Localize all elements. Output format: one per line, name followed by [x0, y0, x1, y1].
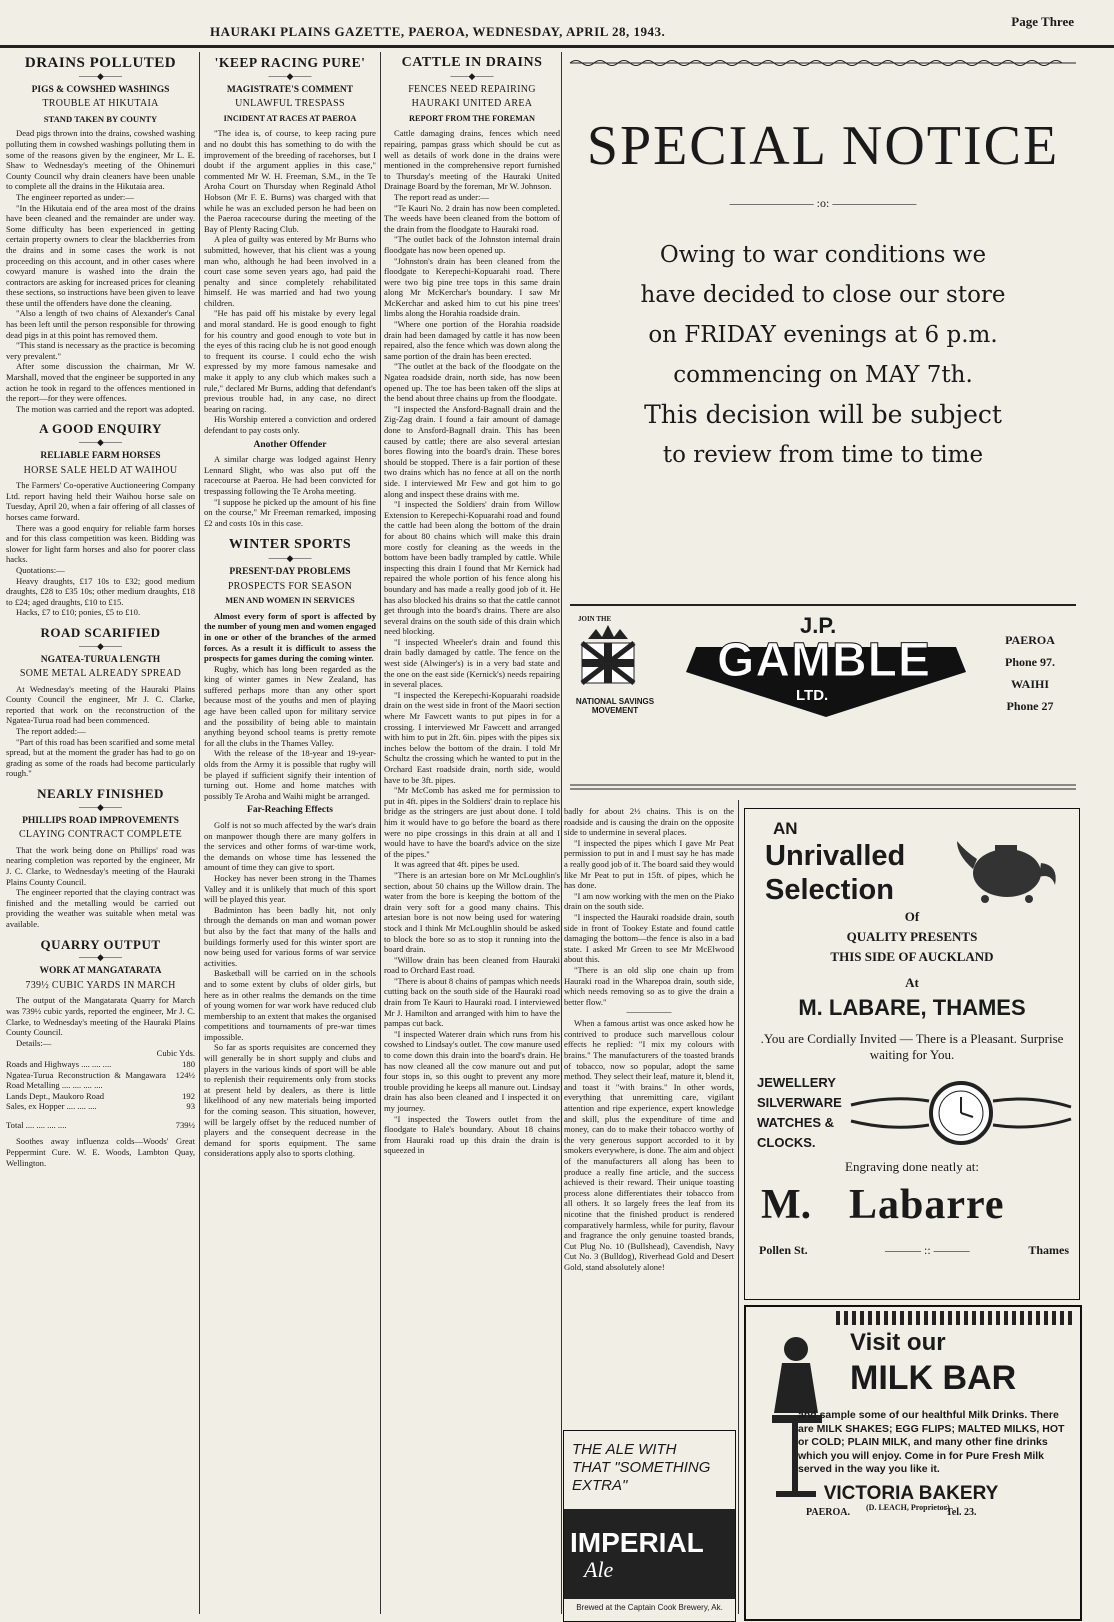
- subhead: FENCES NEED REPAIRING: [408, 83, 536, 95]
- paragraph: "There is about 8 chains of pampas which needs cutting back on the south side of the Hauraki road drain from Te Kauri to Hauraki road. I interviewed Mr J. Hamilton and arranged with him to have the pampas cut back.: [384, 975, 560, 1029]
- phone: Phone 97.: [1004, 655, 1055, 669]
- masthead-rule: [0, 45, 1114, 48]
- paragraph: "Also a length of two chains of Alexander's Canal has been left until the person responsible for throwing dead pigs in at this point has removed them.: [6, 308, 195, 340]
- subhead: PROSPECTS FOR SEASON: [227, 580, 353, 592]
- tagline: THE ALE WITH THAT "SOMETHING EXTRA": [572, 1441, 711, 1494]
- page-number: Page Three: [1011, 14, 1074, 29]
- phone: Phone 27: [1006, 699, 1054, 713]
- notice-line: to review from time to time: [662, 442, 984, 468]
- headline: DRAINS POLLUTED: [24, 55, 177, 71]
- paragraph: "Part of this road has been scarified and some metal spread, but at the moment the grader has had to go on grading as some of the roads had become particularly rough.": [6, 736, 195, 779]
- subhead: NGATEA-TURUA LENGTH: [40, 654, 161, 665]
- notice-separator: ——————— :o: ———————: [729, 196, 917, 210]
- address-street: Pollen St.: [759, 1243, 808, 1257]
- product-list: JEWELLERY SILVERWARE WATCHES & CLOCKS.: [757, 1075, 842, 1150]
- paragraph: "The idea is, of course, to keep racing pure and no doubt this has something to do with the improvement of the breeding of racehorses, but I doubt if the argument applies in this case," commented Mr W. H. Freeman, S.M., in the Te Aroha Court on Thursday when Reginald Athol Hobson (Mr F. E. Burns) was charged with that while he was an excluded person he had been on the Paeroa racecourse during the meeting of the Bay of Plenty Racing Club.: [204, 128, 376, 234]
- paragraph: "I inspected the Kerepechi-Kopuarahi roadside drain on the west side in front of the Maori section where Mr Fawcett wants to put pipes in for a crossing. I interviewed Mr Fawcett and arranged with him to put in 2ft. 6in. pipes with the pipes six inches below the bottom of the drain. I told Mr Schultz the crossing which he wanted to put in the Orchard East roadside drain, north side, would have to be 3ft. pipes.: [384, 689, 560, 785]
- paragraph: That the work being done on Phillips' road was nearing completion was reported by the engineer, Mr J. C. Clarke, to Wednesday's meeting of the Hauraki Plains County Council.: [6, 844, 195, 887]
- paragraph: Rugby, which has long been regarded as the king of winter games in New Zealand, has suffered perhaps more than any other sport because most of the youths and men of playing age have been called upon for military service and the possibility of being able to maintain anything beyond school teams is pretty remote for all the clubs in the Thames Valley.: [204, 663, 376, 748]
- striped-border: [836, 1311, 1076, 1325]
- subhead: WORK AT MANGATARATA: [39, 966, 162, 977]
- column-divider: [738, 800, 739, 1614]
- paragraph: A similar charge was lodged against Henry Lennard Slight, who was also put off the racecourse at Paeroa. He had been convicted for trespassing following the Te Aroha meeting.: [204, 454, 376, 496]
- paragraph: The Farmers' Co-operative Auctioneering Company Ltd. report having held their Waihou horse sale on Tuesday, April 20, when a fair offering of all classes of horses came forward.: [6, 480, 195, 522]
- notice-body: [570, 235, 1076, 475]
- column-1: [6, 52, 195, 1614]
- subhead: UNLAWFUL TRESPASS: [235, 98, 345, 110]
- notice-line: have decided to close our store: [640, 282, 1006, 308]
- brewery-line: Brewed at the Captain Cook Brewery, Ak.: [576, 1603, 723, 1612]
- crown-flag-icon: [570, 621, 646, 693]
- paragraph: "I inspected Wheeler's drain and found this drain badly damaged by cattle. The fence on the west side (Alwinger's) is in a very bad state and the one on the east side (Kernick's) needs repairing in several places.: [384, 636, 560, 690]
- table-row: Ngatea-Turua Reconstruction & Mangawara Road Metalling .... .... .... .... 124½: [6, 1069, 195, 1091]
- town: PAEROA: [1005, 633, 1055, 647]
- paragraph: "I suppose he picked up the amount of his fine on the course," Mr Freeman remarked, imposing £2 and costs 10s in this case.: [204, 496, 376, 528]
- paragraph: Badminton has been badly hit, not only through the demands on man and woman power but also by the fact that many of the halls and buildings formerly used for this winter sport are now being used for various forms of war service activities.: [204, 904, 376, 968]
- headline: NEARLY FINISHED: [37, 786, 164, 802]
- quarry-table: [6, 1048, 195, 1130]
- subhead: PIGS & COWSHED WASHINGS: [31, 84, 170, 95]
- subhead: RELIABLE FARM HORSES: [40, 451, 161, 461]
- invitation: .You are Cordially Invited — There is a Pleasant. Surprise waiting for You.: [760, 1031, 1064, 1062]
- table-row: Sales, ex Hopper .... .... .... 93: [6, 1101, 195, 1112]
- paragraph: With the release of the 18-year and 19-year-olds from the Army it is possible that rugby will be played if sufficient signify their intention of turning out. Home and home matches with possibly Te Aroha and Waihi might be arranged.: [204, 748, 376, 801]
- subhead: HORSE SALE HELD AT WAIHOU: [23, 464, 178, 476]
- ornament: ——◆——: [268, 70, 312, 81]
- headline: QUARRY OUTPUT: [40, 936, 161, 952]
- headline: WINTER SPORTS: [228, 537, 352, 553]
- gamble-advert: [570, 615, 1076, 730]
- ornament: ——◆——: [79, 437, 122, 447]
- subhead: REPORT FROM THE FOREMAN: [409, 113, 535, 123]
- subhead: TROUBLE AT HIKUTAIA: [42, 98, 159, 110]
- notice-line: Owing to war conditions we: [659, 242, 987, 268]
- an-label: AN: [773, 819, 798, 838]
- paragraph: "He has paid off his mistake by every legal and moral standard. He is good enough to fight for his country and good enough to vote but in the eyes of this racing club he is not good enough to frequent its course. I could echo the wish expressed by my more famous namesake and make it apply to any club which makes such a rule," declared Mr Burns, adding that defendant's previous trouble had, in any case, no direct bearing on racing.: [204, 308, 376, 414]
- headline: ROAD SCARIFIED: [40, 624, 161, 640]
- subhead: 739½ CUBIC YARDS IN MARCH: [25, 979, 176, 991]
- paragraph: "Mr McComb has asked me for permission to put in 4ft. pipes in the Soldiers' drain to replace his bridge as the stringers are just about done. I told him it would have to go before the board as there were no pipe crossings in this drain at all and I would have to have the board's advice on the size of the pipes.": [384, 785, 560, 859]
- paragraph: The output of the Mangatarata Quarry for March was 739½ cubic yards, reported the engineer, Mr J. C. Clarke, to Wednesday's meeting of the Hauraki Plains County Council.: [6, 995, 195, 1038]
- paragraph: Quotations:—: [16, 564, 65, 575]
- advertisement-line: Soothes away influenza colds—Woods' Great Peppermint Cure. W. E. Woods, Lambton Quay, Wellington.: [6, 1136, 195, 1168]
- quality-block: Of QUALITY PRESENTS THIS SIDE OF AUCKLAND At: [830, 909, 994, 990]
- headline: A GOOD ENQUIRY: [39, 421, 162, 437]
- ornamental-border: [570, 600, 1076, 610]
- column-divider: [199, 52, 200, 1614]
- subhead: SOME METAL ALREADY SPREAD: [19, 668, 182, 680]
- paragraph: His Worship entered a conviction and ordered defendant to pay costs only.: [204, 414, 376, 435]
- column-3: [384, 52, 560, 1614]
- contacts: [990, 629, 1070, 717]
- paragraph: The report added:—: [16, 726, 86, 737]
- masthead-title: HAURAKI PLAINS GAZETTE, PAEROA, WEDNESDAY, APRIL 28, 1943.: [210, 24, 666, 39]
- paragraph: "I inspected the pipes which I gave Mr Peat permission to put in and I must say he has made a really good job of it. The board said they would like Mr Peat to put in 15ft. of pipes, which he has done.: [564, 837, 735, 891]
- paragraph: "Johnston's drain has been cleaned from the floodgate to Kerepechi-Kopuarahi road. There were two big pine tree tops in this same drain along Mr McKerchar's boundary. I saw Mr McKerchar and asked him to cut his pine trees' limbs along the Horahia roadside drain.: [384, 255, 560, 319]
- paragraph: The engineer reported that the claying contract was finished and the metalling would be carried out providing the weather was suitable when metal was available.: [6, 887, 195, 929]
- table-row: Roads and Highways .... .... .... 180: [6, 1058, 195, 1069]
- notice-line: commencing on MAY 7th.: [673, 362, 973, 388]
- badge-top: JOIN THE: [578, 615, 612, 623]
- paragraph: "This stand is necessary as the practice is becoming very prevalent.": [6, 340, 195, 361]
- paragraph: "I inspected the Hauraki roadside drain, south side in front of Tookey Estate and found cattle damaging the bottom—the fence is also in a bad state. I asked Mr Green to see Mr McElwood about this.: [564, 911, 734, 965]
- paragraph: "I inspected the Towers outlet from the floodgate to Hale's boundary. About 18 chains from Hauraki road up this drain the drain is squeezed in: [384, 1113, 560, 1156]
- address-separator: ——— :: ———: [885, 1243, 970, 1257]
- subhead: CLAYING CONTRACT COMPLETE: [18, 829, 183, 841]
- subhead: INCIDENT AT RACES AT PAEROA: [223, 113, 357, 123]
- paragraph: "Where one portion of the Horahia roadside drain had been damaged by cattle it has now been repaired, also the fence which was down along the same portion of the drain has been erected.: [384, 319, 560, 361]
- paragraph: Hockey has never been strong in the Thames Valley and it is unlikely that much of this sport will be played this year.: [204, 872, 376, 905]
- bakery-name: VICTORIA BAKERY: [823, 1483, 999, 1504]
- paragraph: Golf is not so much affected by the war's drain on manpower though there are many golfers in the services and other forms of war-time work, the demands on whose time has lessened the amount of time they can give to sport.: [204, 820, 376, 873]
- ornamental-border: [570, 58, 1076, 68]
- paragraph: badly for about 2½ chains. This is on the roadside and is causing the drain on the opposite side to undermine in several places.: [564, 806, 734, 838]
- subhead: PHILLIPS ROAD IMPROVEMENTS: [22, 815, 179, 826]
- badge-bottom: NATIONAL SAVINGS MOVEMENT: [575, 697, 655, 715]
- table-header: Cubic Yds.: [156, 1048, 195, 1059]
- unrivalled-selection: Unrivalled Selection: [765, 840, 906, 906]
- visit-label: Visit our: [850, 1329, 946, 1356]
- paragraph: Cattle damaging drains, fences which need repairing, pampas grass which should be cut as well as details of work done in the drains were mentioned in the comprehensive report furnished to Thursday's meeting of the Hauraki United Drainage Board by the foreman, Mr W. Johnson.: [384, 128, 560, 192]
- paragraph: "I inspected the Soldiers' drain from Willow Extension to Kerepechi-Kopuarahi road and found the cattle had been along the bottom of the drain for about 80 chains which will make this drain more costly for cleaning as the weeds in the bottom have been badly trampled by cattle. While inspecting this drain I found that Mr Kernick had repaired the whole portion of his fence along his boundary and has made a really good job of it. He has also blocked his drains so that the cattle cannot get through into the board's drains. There are also several drains on the south side of this drain which need blocking.: [384, 499, 560, 637]
- column-divider: [561, 52, 562, 1614]
- headline: 'KEEP RACING PURE': [214, 55, 366, 70]
- ornament: ——◆——: [79, 70, 122, 81]
- table-row: Lands Dept., Maukoro Road 192: [6, 1090, 195, 1101]
- special-notice: [570, 72, 1076, 612]
- paragraph: Dead pigs thrown into the drains, cowshed washing polluting them in cowshed washings polluting them in some of the reasons given by the engineer, Mr L. E. Shaw to Wednesday's meeting of the Ohinemuri County Council why drain cleaners have been unable to complete all the drains in the Hikutaia area.: [6, 128, 195, 192]
- paragraph: The engineer reported as under:—: [16, 191, 134, 202]
- milk-bar-body: and sample some of our healthful Milk Drinks. There are MILK SHAKES; EGG FLIPS; MALTED MILKS, HOT or COLD; PLAIN MILK, and many other fine drinks which you will enjoy. Come in for Pure Fresh Milk served in the way you like it.: [798, 1409, 1065, 1475]
- ornamental-border: [570, 782, 1076, 792]
- paragraph: Almost every form of sport is affected by the number of young men and women engaged in one or other of the branches of the armed forces. As a result it is difficult to assess the prospects for games during the coming winter.: [204, 610, 376, 664]
- paragraph: The report read as under:—: [394, 191, 489, 202]
- ornament: ——◆——: [450, 70, 494, 81]
- paragraph: When a famous artist was once asked how he contrived to produce such marvellous colour effects he replied: "I mix my colours with brains." The manufacturers of the toasted brands of tobacco, now so popular, adopt the same method. They select their leaf, mature it, blend it, and toast it "with brains." In other words, everything that unremitting care, vigilant attention and ripe experience, expert knowledge and skill, plus the expenditure of time and money, can do to make their tobacco worthy of the very generous support accorded to it by smokers everywhere, is done. The aim and object of the manufacturers all along has been to produce a really fine article, and the success achieved is their reward. Their unique toasting process alone differentiates their tobacco from all others. It so largely frees the leaf from its nicotine that the finished product is rendered comparatively harmless, while for purity, flavour and fragrance the only genuine toasted brands, Cut Plug No. 10 (Bullshead), Cavendish, Navy Cut No. 3 (Bulldog), Riverhead Gold and Desert Gold, stand absolutely alone!: [564, 1018, 734, 1272]
- paragraph: There was a good enquiry for reliable farm horses and for this class competition was keen. Bidding was slower for light farm horses and also for poorer class hacks.: [6, 522, 195, 565]
- paragraph: "I inspected the Ansford-Bagnall drain and the Zig-Zag drain. I found a fair amount of damage done to Ansford-Bagnall drain. This has been caused by cattle; there are also several artesian bores flowing into the board's drain. These bores should be stopped. There is a fair portion of these two drains which has no fence at all on the north side. I interviewed Mr Few and got him to go along and inspect these drains with me.: [384, 403, 560, 499]
- subhead: Another Offender: [253, 439, 327, 450]
- ornament: ——◆——: [79, 640, 122, 651]
- notice-title: SPECIAL NOTICE: [586, 115, 1060, 177]
- town: WAIHI: [1010, 677, 1049, 691]
- table-total: Total .... .... .... .... 739½: [6, 1119, 195, 1130]
- subhead: MEN AND WOMEN IN SERVICES: [225, 596, 355, 606]
- subhead: Far-Reaching Effects: [247, 805, 333, 816]
- wristwatch-icon: [851, 1079, 1071, 1147]
- column-divider: [380, 52, 381, 1614]
- logo-gamble: GAMBLE: [717, 634, 931, 687]
- paragraph: "The outlet back of the Johnston internal drain floodgate has now been opened up.: [384, 234, 560, 255]
- engraving-note: Engraving done neatly at:: [845, 1159, 979, 1174]
- column-4: [564, 806, 735, 1272]
- paragraph: Details:—: [16, 1037, 52, 1048]
- teapot-icon: [955, 829, 1065, 909]
- paragraph: It was agreed that 4ft. pipes be used.: [394, 859, 520, 870]
- paragraph: Heavy draughts, £17 10s to £32; good medium draughts, £28 to £35 10s; other medium draughts, £18 to £24; aged draughts, £10 to £15.: [6, 575, 195, 607]
- ornament: —————: [626, 1007, 672, 1018]
- paragraph: "The outlet at the back of the floodgate on the Ngatea roadside drain, north side, has now been opened up. The toe has been taken off the slips at the bend about three chains up from the floodgate.: [384, 361, 560, 404]
- milk-bar-advert: [744, 1305, 1082, 1621]
- brand-name: IMPERIAL: [570, 1527, 704, 1558]
- subhead: PRESENT-DAY PROBLEMS: [229, 566, 351, 577]
- subhead: STAND TAKEN BY COUNTY: [43, 113, 158, 124]
- masthead: [0, 0, 1114, 40]
- paragraph: "I inspected Waterer drain which runs from his cowshed to Lindsay's outlet. The cow manure used to come down this drain into the board's drain. He has now cleaned all the cow manure out and put four stops in, so this ought to prevent any more trouble providing he keeps all manure out. Lindsay drain has also been cleaned and I inspected it on my journey.: [384, 1028, 560, 1113]
- paragraph: "There is an artesian bore on Mr McLoughlin's section, about 50 chains up the Willow drain. The water from the bore is keeping the bottom of the drain very soft for a good many chains. This artesian bore is not now being used for watering stock and I think Mr McLoughlin should be asked to block the bore so as to stop it running into the board drain.: [384, 869, 560, 955]
- subhead: HAURAKI UNITED AREA: [411, 98, 533, 110]
- bakery-tel: Tel. 23.: [946, 1507, 977, 1518]
- logo-ltd: LTD.: [796, 687, 829, 704]
- signature-m: M.: [761, 1182, 812, 1228]
- headline: CATTLE IN DRAINS: [401, 55, 543, 70]
- labare-advert: [744, 808, 1080, 1300]
- imperial-ale-advert: [563, 1430, 736, 1622]
- firm-name: M. LABARE, THAMES: [798, 995, 1026, 1020]
- paragraph: Basketball will be carried on in the schools and to some extent by clubs of older girls, but here as in other realms the demands on the time of young women for war work have reduced club membership to an extent that makes the organised competitions and tournaments of pre-war times impossible.: [204, 968, 376, 1042]
- paragraph: "I am now working with the men on the Piako drain on the south side.: [564, 890, 734, 912]
- signature-name: Labarre: [849, 1182, 1005, 1228]
- ale-label: Ale: [584, 1557, 614, 1582]
- paragraph: After some discussion the chairman, Mr W. Marshall, moved that the engineer be supported in any action he took in regard to the offences mentioned in the report—for they were offences.: [6, 361, 195, 404]
- bakery-town: PAEROA.: [806, 1507, 850, 1518]
- paragraph: "Willow drain has been cleaned from Hauraki road to Orchard East road.: [384, 954, 560, 976]
- ornament: ——◆——: [79, 952, 122, 963]
- paragraph: Hacks, £7 to £10; ponies, £5 to £10.: [16, 607, 141, 618]
- paragraph: "In the Hikutaia end of the area most of the drains have been cleaned and the remainder are under way. Some difficulty has been experienced in getting certain property owners to clear the blackberries from the drains and in some cases the work is not proceeding on this account, and in other cases where cowyard manure is washed into the drain the contractors are asking for increased prices for cleaning these sections, so instructions have been given to leave these until the offenders have done the cleaning.: [6, 202, 195, 308]
- paragraph: The motion was carried and the report was adopted.: [16, 403, 195, 414]
- paragraph: A plea of guilty was entered by Mr Burns who submitted, however, that his client was a young man who, although he had been involved in a court case some seven years ago, had paid the penalty and since completely rehabilitated himself. He was married and had two young children.: [204, 234, 376, 308]
- notice-line: on FRIDAY evenings at 6 p.m.: [648, 322, 998, 348]
- ornament: ——◆——: [79, 801, 122, 812]
- paragraph: "There is an old slip one chain up from Hauraki road in the Wharepoa drain, south side, which needs removing so as to give the drain a better flow.": [564, 964, 734, 1007]
- ornament: ——◆——: [268, 552, 312, 563]
- logo-jp: J.P.: [800, 613, 837, 638]
- notice-line: This decision will be subject: [644, 400, 1002, 429]
- address-town: Thames: [1028, 1243, 1069, 1257]
- bakery-owner: (D. LEACH, Proprietor): [866, 1503, 950, 1512]
- milk-bar-title: MILK BAR: [850, 1359, 1017, 1397]
- paragraph: "Te Kauri No. 2 drain has now been completed. The weeds have been cleaned from the bottom of the drain from the floodgate to Hauraki road.: [384, 202, 560, 234]
- column-2: [204, 52, 376, 1614]
- paragraph: At Wednesday's meeting of the Hauraki Plains County Council the engineer, Mr J. C. Clarke, reported that work on the reconstruction of the Ngatea-Turua road had been commenced.: [6, 683, 195, 726]
- paragraph: So far as sports requisites are concerned they will generally be in short supply and clubs and players in the various kinds of sport will be able to replenish their requirements only from stocks at present held by dealers, as there is little likelihood of any new materials being imported for the coming season. This situation, however, will be largely offset by the reduced number of players and the consequent decrease in the demand for sports equipment. The same considerations apply also to sports clothing.: [204, 1042, 376, 1159]
- subhead: MAGISTRATE'S COMMENT: [226, 84, 354, 95]
